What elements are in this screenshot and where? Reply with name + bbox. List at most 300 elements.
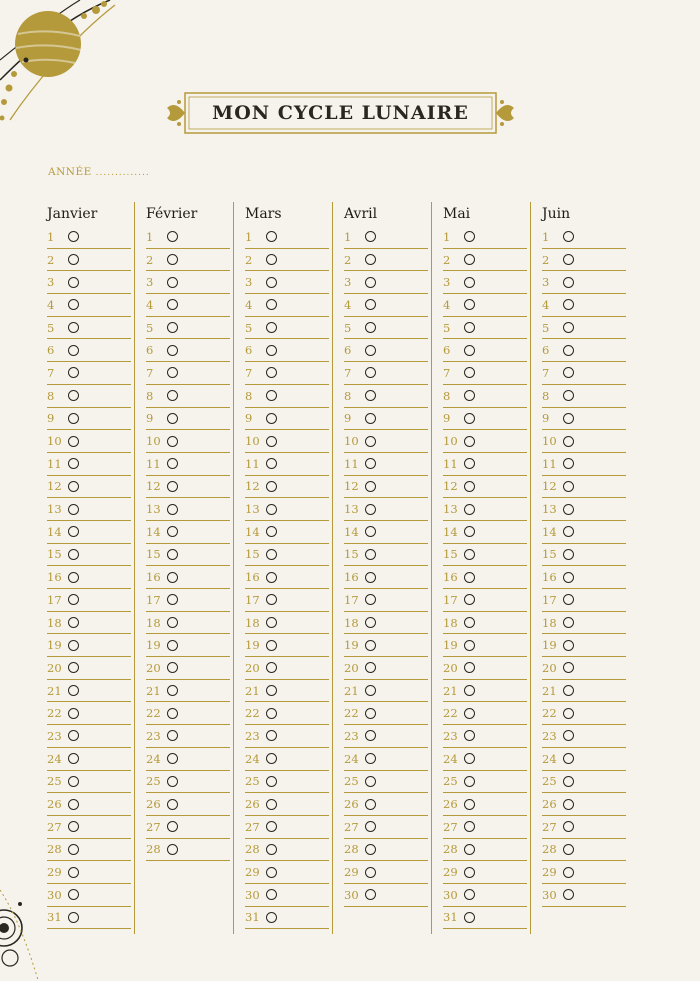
day-row — [245, 680, 329, 703]
moon-circle-icon[interactable] — [167, 367, 178, 378]
planet-icon — [0, 0, 130, 130]
day-number: 30 — [542, 887, 557, 902]
moon-circle-icon[interactable] — [464, 594, 475, 605]
moon-circle-icon[interactable] — [266, 730, 277, 741]
day-number: 9 — [542, 411, 550, 426]
year-dotted-line: .............. — [95, 168, 150, 178]
moon-circle-icon[interactable] — [167, 458, 178, 469]
moon-circle-icon[interactable] — [563, 413, 574, 424]
moon-circle-icon[interactable] — [68, 572, 79, 583]
day-number: 9 — [146, 411, 154, 426]
moon-circle-icon[interactable] — [464, 685, 475, 696]
moon-circle-icon[interactable] — [563, 345, 574, 356]
moon-circle-icon[interactable] — [365, 481, 376, 492]
day-number: 7 — [146, 365, 154, 380]
moon-circle-icon[interactable] — [365, 504, 376, 515]
day-number: 18 — [443, 615, 458, 630]
moon-circle-icon[interactable] — [167, 299, 178, 310]
day-row — [443, 521, 527, 544]
day-number: 20 — [47, 660, 62, 675]
moon-circle-icon[interactable] — [167, 821, 178, 832]
moon-circle-icon[interactable] — [266, 345, 277, 356]
moon-circle-icon[interactable] — [464, 322, 475, 333]
moon-circle-icon[interactable] — [68, 367, 79, 378]
moon-circle-icon[interactable] — [464, 572, 475, 583]
day-row — [146, 771, 230, 794]
moon-circle-icon[interactable] — [167, 617, 178, 628]
day-row — [443, 771, 527, 794]
moon-circle-icon[interactable] — [563, 367, 574, 378]
moon-circle-icon[interactable] — [266, 685, 277, 696]
moon-circle-icon[interactable] — [266, 594, 277, 605]
moon-circle-icon[interactable] — [563, 231, 574, 242]
day-number: 17 — [344, 592, 359, 607]
moon-circle-icon[interactable] — [167, 572, 178, 583]
month-name: Février — [146, 206, 198, 222]
day-number: 27 — [146, 819, 161, 834]
moon-circle-icon[interactable] — [464, 299, 475, 310]
moon-circle-icon[interactable] — [167, 730, 178, 741]
moon-circle-icon[interactable] — [266, 299, 277, 310]
moon-circle-icon[interactable] — [365, 640, 376, 651]
moon-circle-icon[interactable] — [464, 889, 475, 900]
day-row — [245, 317, 329, 340]
moon-circle-icon[interactable] — [563, 662, 574, 673]
moon-circle-icon[interactable] — [464, 367, 475, 378]
moon-circle-icon[interactable] — [266, 912, 277, 923]
moon-circle-icon[interactable] — [266, 708, 277, 719]
moon-circle-icon[interactable] — [266, 799, 277, 810]
moon-circle-icon[interactable] — [365, 594, 376, 605]
day-row — [344, 884, 428, 907]
day-number: 1 — [542, 229, 550, 244]
moon-circle-icon[interactable] — [68, 776, 79, 787]
moon-circle-icon[interactable] — [167, 799, 178, 810]
moon-circle-icon[interactable] — [266, 254, 277, 265]
day-row — [146, 521, 230, 544]
day-row — [443, 680, 527, 703]
moon-circle-icon[interactable] — [68, 594, 79, 605]
moon-circle-icon[interactable] — [68, 867, 79, 878]
day-row — [245, 453, 329, 476]
moon-circle-icon[interactable] — [68, 458, 79, 469]
moon-circle-icon[interactable] — [563, 254, 574, 265]
moon-circle-icon[interactable] — [167, 436, 178, 447]
moon-circle-icon[interactable] — [464, 277, 475, 288]
day-row — [542, 680, 626, 703]
moon-circle-icon[interactable] — [365, 413, 376, 424]
day-number: 14 — [344, 524, 359, 539]
day-number: 27 — [542, 819, 557, 834]
day-row — [146, 566, 230, 589]
moon-circle-icon[interactable] — [464, 753, 475, 764]
day-number: 13 — [443, 502, 458, 517]
moon-circle-icon[interactable] — [563, 436, 574, 447]
day-row — [344, 816, 428, 839]
day-number: 25 — [443, 774, 458, 789]
day-row — [344, 453, 428, 476]
month-column-mars — [245, 200, 329, 929]
day-number: 26 — [146, 797, 161, 812]
moon-circle-icon[interactable] — [68, 708, 79, 719]
moon-circle-icon[interactable] — [365, 662, 376, 673]
day-number: 24 — [542, 751, 557, 766]
day-number: 10 — [47, 434, 62, 449]
moon-circle-icon[interactable] — [68, 844, 79, 855]
moon-circle-icon[interactable] — [365, 231, 376, 242]
moon-circle-icon[interactable] — [464, 436, 475, 447]
moon-circle-icon[interactable] — [563, 390, 574, 401]
day-number: 19 — [146, 638, 161, 653]
day-number: 22 — [245, 706, 260, 721]
day-number: 4 — [542, 297, 550, 312]
day-row — [443, 839, 527, 862]
day-row — [47, 430, 131, 453]
day-number: 25 — [344, 774, 359, 789]
day-number: 2 — [47, 252, 55, 267]
moon-circle-icon[interactable] — [365, 526, 376, 537]
day-row — [542, 884, 626, 907]
day-row — [443, 793, 527, 816]
day-number: 16 — [443, 570, 458, 585]
moon-circle-icon[interactable] — [563, 821, 574, 832]
day-row — [245, 771, 329, 794]
moon-circle-icon[interactable] — [167, 277, 178, 288]
moon-circle-icon[interactable] — [365, 617, 376, 628]
day-row — [47, 816, 131, 839]
moon-circle-icon[interactable] — [563, 889, 574, 900]
day-row — [47, 748, 131, 771]
moon-circle-icon[interactable] — [68, 254, 79, 265]
moon-circle-icon[interactable] — [167, 504, 178, 515]
moon-circle-icon[interactable] — [563, 640, 574, 651]
day-number: 10 — [542, 434, 557, 449]
moon-circle-icon[interactable] — [365, 685, 376, 696]
moon-circle-icon[interactable] — [563, 277, 574, 288]
moon-circle-icon[interactable] — [68, 640, 79, 651]
day-row — [146, 294, 230, 317]
moon-circle-icon[interactable] — [464, 481, 475, 492]
moon-circle-icon[interactable] — [266, 436, 277, 447]
moon-circle-icon[interactable] — [266, 753, 277, 764]
moon-circle-icon[interactable] — [266, 662, 277, 673]
moon-circle-icon[interactable] — [464, 504, 475, 515]
moon-circle-icon[interactable] — [68, 231, 79, 242]
moon-circle-icon[interactable] — [563, 299, 574, 310]
day-row — [542, 566, 626, 589]
moon-circle-icon[interactable] — [563, 458, 574, 469]
day-row — [146, 317, 230, 340]
moon-circle-icon[interactable] — [464, 799, 475, 810]
day-number: 22 — [146, 706, 161, 721]
moon-circle-icon[interactable] — [365, 572, 376, 583]
day-row — [146, 249, 230, 272]
day-row — [443, 339, 527, 362]
day-number: 29 — [443, 865, 458, 880]
day-number: 3 — [146, 275, 154, 290]
moon-circle-icon[interactable] — [167, 640, 178, 651]
moon-circle-icon[interactable] — [464, 549, 475, 560]
day-row — [344, 771, 428, 794]
column-divider — [233, 202, 234, 934]
day-row — [344, 521, 428, 544]
moon-circle-icon[interactable] — [365, 436, 376, 447]
moon-circle-icon[interactable] — [365, 889, 376, 900]
day-number: 26 — [245, 797, 260, 812]
moon-circle-icon[interactable] — [266, 526, 277, 537]
day-row — [146, 748, 230, 771]
moon-circle-icon[interactable] — [68, 685, 79, 696]
day-row — [47, 702, 131, 725]
day-number: 15 — [245, 547, 260, 562]
moon-circle-icon[interactable] — [365, 844, 376, 855]
month-column-mai — [443, 200, 527, 929]
moon-circle-icon[interactable] — [167, 594, 178, 605]
moon-circle-icon[interactable] — [464, 708, 475, 719]
moon-circle-icon[interactable] — [266, 844, 277, 855]
day-row — [47, 362, 131, 385]
moon-circle-icon[interactable] — [266, 549, 277, 560]
day-row — [443, 453, 527, 476]
moon-circle-icon[interactable] — [68, 730, 79, 741]
moon-circle-icon[interactable] — [365, 458, 376, 469]
moon-circle-icon[interactable] — [266, 367, 277, 378]
day-number: 28 — [443, 842, 458, 857]
moon-circle-icon[interactable] — [563, 753, 574, 764]
moon-circle-icon[interactable] — [266, 889, 277, 900]
day-number: 2 — [245, 252, 253, 267]
day-row — [542, 385, 626, 408]
moon-circle-icon[interactable] — [365, 708, 376, 719]
moon-circle-icon[interactable] — [68, 662, 79, 673]
day-number: 24 — [47, 751, 62, 766]
moon-circle-icon[interactable] — [68, 799, 79, 810]
moon-circle-icon[interactable] — [68, 617, 79, 628]
moon-circle-icon[interactable] — [167, 776, 178, 787]
moon-circle-icon[interactable] — [266, 776, 277, 787]
day-row — [245, 362, 329, 385]
day-number: 8 — [344, 388, 352, 403]
day-number: 6 — [245, 343, 253, 358]
moon-circle-icon[interactable] — [68, 549, 79, 560]
moon-circle-icon[interactable] — [365, 322, 376, 333]
day-number: 21 — [146, 683, 161, 698]
day-row — [47, 476, 131, 499]
moon-circle-icon[interactable] — [464, 254, 475, 265]
moon-circle-icon[interactable] — [266, 277, 277, 288]
moon-circle-icon[interactable] — [266, 572, 277, 583]
day-number: 24 — [245, 751, 260, 766]
day-row — [146, 226, 230, 249]
moon-circle-icon[interactable] — [68, 912, 79, 923]
day-row — [146, 453, 230, 476]
moon-circle-icon[interactable] — [167, 753, 178, 764]
moon-circle-icon[interactable] — [563, 549, 574, 560]
day-number: 28 — [47, 842, 62, 857]
day-row — [47, 725, 131, 748]
moon-circle-icon[interactable] — [167, 549, 178, 560]
moon-circle-icon[interactable] — [266, 322, 277, 333]
moon-circle-icon[interactable] — [563, 730, 574, 741]
day-number: 13 — [146, 502, 161, 517]
moon-circle-icon[interactable] — [68, 390, 79, 401]
moon-circle-icon[interactable] — [365, 730, 376, 741]
moon-circle-icon[interactable] — [167, 685, 178, 696]
moon-circle-icon[interactable] — [266, 390, 277, 401]
moon-circle-icon[interactable] — [365, 549, 376, 560]
moon-circle-icon[interactable] — [365, 299, 376, 310]
moon-circle-icon[interactable] — [68, 526, 79, 537]
day-number: 14 — [47, 524, 62, 539]
moon-circle-icon[interactable] — [167, 322, 178, 333]
day-row — [542, 476, 626, 499]
moon-circle-icon[interactable] — [563, 504, 574, 515]
moon-circle-icon[interactable] — [365, 753, 376, 764]
moon-circle-icon[interactable] — [266, 821, 277, 832]
moon-circle-icon[interactable] — [563, 481, 574, 492]
day-row — [146, 544, 230, 567]
day-row — [443, 702, 527, 725]
moon-circle-icon[interactable] — [167, 662, 178, 673]
day-number: 8 — [542, 388, 550, 403]
moon-circle-icon[interactable] — [167, 390, 178, 401]
moon-circle-icon[interactable] — [68, 322, 79, 333]
moon-circle-icon[interactable] — [563, 526, 574, 537]
day-row — [245, 498, 329, 521]
day-row — [146, 589, 230, 612]
moon-circle-icon[interactable] — [365, 254, 376, 265]
moon-circle-icon[interactable] — [563, 867, 574, 878]
day-row — [47, 839, 131, 862]
day-number: 24 — [146, 751, 161, 766]
moon-circle-icon[interactable] — [464, 662, 475, 673]
day-row — [47, 793, 131, 816]
moon-circle-icon[interactable] — [365, 776, 376, 787]
moon-circle-icon[interactable] — [266, 867, 277, 878]
day-number: 27 — [344, 819, 359, 834]
day-row — [47, 385, 131, 408]
moon-circle-icon[interactable] — [266, 640, 277, 651]
moon-circle-icon[interactable] — [464, 617, 475, 628]
day-number: 23 — [245, 728, 260, 743]
day-row — [542, 362, 626, 385]
day-row — [542, 861, 626, 884]
moon-circle-icon[interactable] — [68, 821, 79, 832]
moon-circle-icon[interactable] — [464, 231, 475, 242]
day-number: 23 — [542, 728, 557, 743]
day-number: 9 — [245, 411, 253, 426]
day-number: 13 — [245, 502, 260, 517]
moon-circle-icon[interactable] — [464, 526, 475, 537]
moon-circle-icon[interactable] — [167, 231, 178, 242]
day-number: 28 — [344, 842, 359, 857]
moon-circle-icon[interactable] — [167, 844, 178, 855]
moon-circle-icon[interactable] — [68, 299, 79, 310]
moon-circle-icon[interactable] — [464, 821, 475, 832]
day-number: 1 — [443, 229, 451, 244]
moon-circle-icon[interactable] — [167, 345, 178, 356]
day-row — [146, 725, 230, 748]
day-row — [146, 793, 230, 816]
moon-circle-icon[interactable] — [167, 254, 178, 265]
moon-circle-icon[interactable] — [266, 504, 277, 515]
moon-circle-icon[interactable] — [365, 821, 376, 832]
day-row — [47, 566, 131, 589]
moon-circle-icon[interactable] — [563, 799, 574, 810]
moon-circle-icon[interactable] — [563, 322, 574, 333]
moon-circle-icon[interactable] — [365, 367, 376, 378]
moon-circle-icon[interactable] — [365, 345, 376, 356]
moon-circle-icon[interactable] — [167, 708, 178, 719]
moon-circle-icon[interactable] — [167, 526, 178, 537]
day-row — [245, 226, 329, 249]
year-field[interactable] — [48, 166, 150, 178]
moon-circle-icon[interactable] — [563, 776, 574, 787]
moon-circle-icon[interactable] — [68, 481, 79, 492]
moon-circle-icon[interactable] — [365, 799, 376, 810]
moon-circle-icon[interactable] — [68, 413, 79, 424]
moon-circle-icon[interactable] — [68, 889, 79, 900]
moon-circle-icon[interactable] — [464, 640, 475, 651]
moon-circle-icon[interactable] — [266, 458, 277, 469]
day-row — [542, 294, 626, 317]
day-number: 10 — [146, 434, 161, 449]
moon-circle-icon[interactable] — [563, 685, 574, 696]
day-row — [344, 294, 428, 317]
moon-circle-icon[interactable] — [464, 912, 475, 923]
moon-circle-icon[interactable] — [464, 390, 475, 401]
moon-circle-icon[interactable] — [68, 345, 79, 356]
moon-circle-icon[interactable] — [68, 753, 79, 764]
moon-circle-icon[interactable] — [68, 436, 79, 447]
moon-circle-icon[interactable] — [464, 345, 475, 356]
day-number: 12 — [542, 479, 557, 494]
day-number: 11 — [344, 456, 359, 471]
moon-circle-icon[interactable] — [167, 413, 178, 424]
day-number: 13 — [344, 502, 359, 517]
moon-circle-icon[interactable] — [464, 867, 475, 878]
moon-circle-icon[interactable] — [266, 481, 277, 492]
moon-circle-icon[interactable] — [563, 617, 574, 628]
day-row — [344, 680, 428, 703]
moon-circle-icon[interactable] — [167, 481, 178, 492]
moon-circle-icon[interactable] — [464, 413, 475, 424]
moon-circle-icon[interactable] — [266, 231, 277, 242]
day-row — [47, 907, 131, 930]
day-number: 11 — [542, 456, 557, 471]
moon-circle-icon[interactable] — [464, 844, 475, 855]
moon-circle-icon[interactable] — [464, 458, 475, 469]
moon-circle-icon[interactable] — [266, 617, 277, 628]
moon-circle-icon[interactable] — [266, 413, 277, 424]
moon-circle-icon[interactable] — [365, 390, 376, 401]
day-row — [542, 748, 626, 771]
day-number: 26 — [344, 797, 359, 812]
moon-circle-icon[interactable] — [464, 776, 475, 787]
moon-circle-icon[interactable] — [68, 277, 79, 288]
moon-circle-icon[interactable] — [365, 867, 376, 878]
moon-circle-icon[interactable] — [563, 594, 574, 605]
day-row — [47, 249, 131, 272]
moon-circle-icon[interactable] — [563, 708, 574, 719]
day-number: 23 — [443, 728, 458, 743]
moon-circle-icon[interactable] — [68, 504, 79, 515]
moon-circle-icon[interactable] — [563, 844, 574, 855]
day-row — [443, 816, 527, 839]
moon-circle-icon[interactable] — [365, 277, 376, 288]
moon-circle-icon[interactable] — [464, 730, 475, 741]
moon-circle-icon[interactable] — [563, 572, 574, 583]
